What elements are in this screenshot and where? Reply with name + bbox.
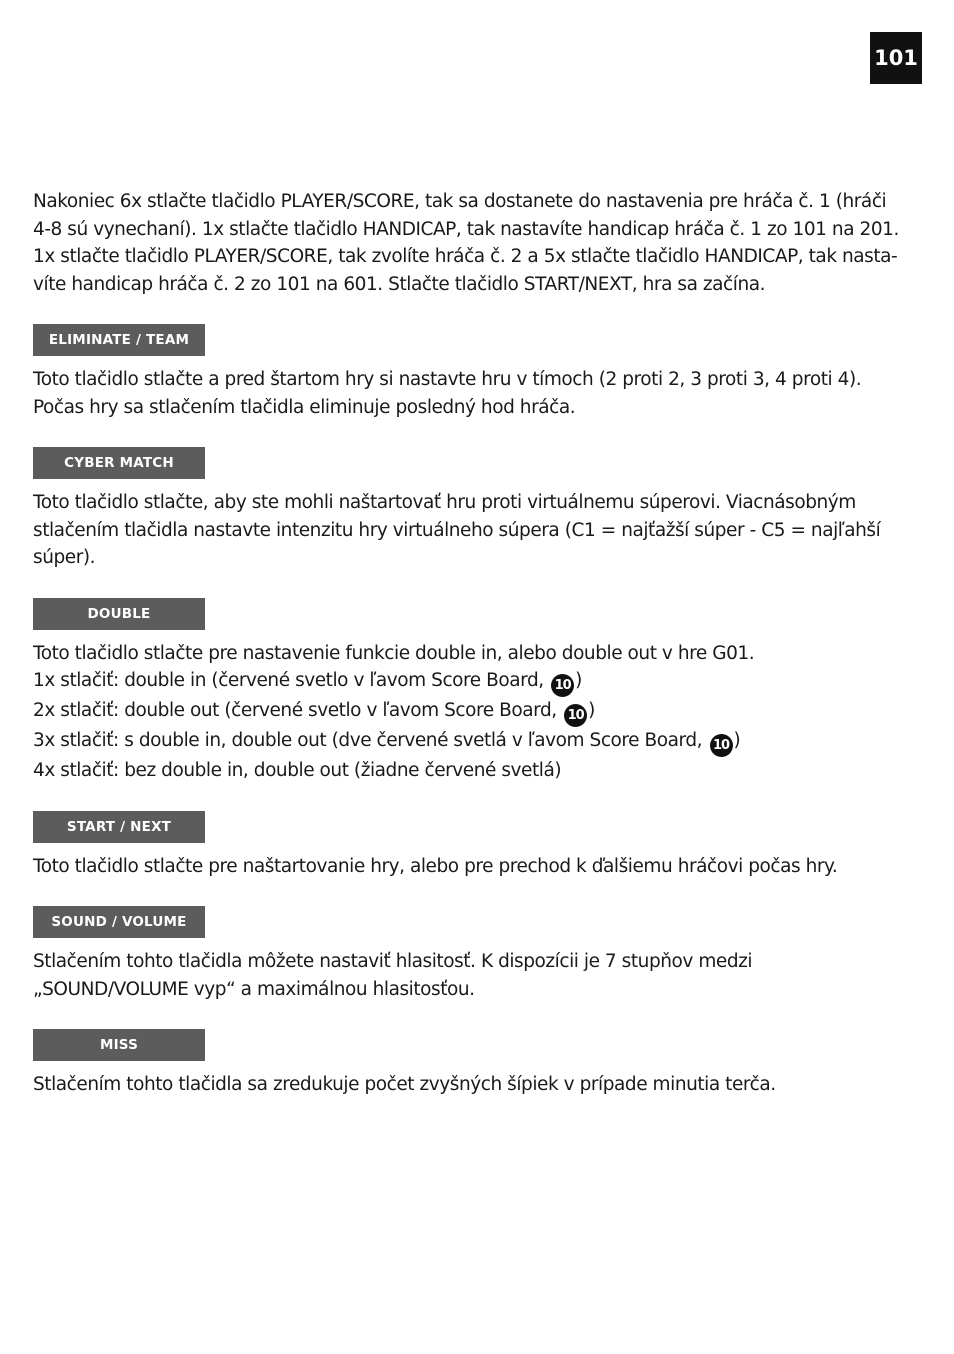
section-label: MISS [33,1029,205,1061]
section-label: CYBER MATCH [33,447,205,479]
close-paren: ) [588,700,595,721]
intro-paragraph [33,188,923,298]
reference-number-badge: 10 [710,734,733,757]
section-description [33,489,923,572]
text-line: súper). [33,547,96,568]
section-description [33,948,923,1003]
text-line: Toto tlačidlo stlačte a pred štartom hry si nastavte hru v tímoch (2 proti 2, 3 proti 3, 4 proti 4). [33,369,862,390]
reference-number-badge: 10 [564,704,587,727]
double-option-4: 4x stlačiť: bez double in, double out (žiadne červené svetlá) [33,760,562,781]
manual-content [33,188,923,1099]
section-description [33,853,923,881]
section-label: ELIMINATE / TEAM [33,324,205,356]
section-description [33,1071,923,1099]
section-cyber-match [33,447,923,572]
section-description [33,640,923,785]
double-option-1 [33,667,923,697]
text-line: 4-8 sú vynechaní). 1x stlačte tlačidlo HANDICAP, tak nastavíte handicap hráča č. 1 zo 101 na 201. [33,218,899,240]
double-option-3 [33,727,923,757]
text-line: Stlačením tohto tlačidla sa zredukuje počet zvyšných šípiek v prípade minutia terča. [33,1074,776,1095]
text-line: víte handicap hráča č. 2 zo 101 na 601. Stlačte tlačidlo START/NEXT, hra sa začína. [33,273,766,295]
reference-number-badge: 10 [551,674,574,697]
section-miss [33,1029,923,1099]
section-label: START / NEXT [33,811,205,843]
text-line: 1x stlačte tlačidlo PLAYER/SCORE, tak zvolíte hráča č. 2 a 5x stlačte tlačidlo HANDICAP, tak nasta- [33,246,898,267]
text-line: Toto tlačidlo stlačte pre naštartovanie hry, alebo pre prechod k ďalšiemu hráčovi počas hry. [33,855,838,877]
option-text: 2x stlačiť: double out (červené svetlo v ľavom Score Board, [33,700,557,721]
text-line: stlačením tlačidla nastavte intenzitu hry virtuálneho súpera (C1 = najťažší súper - C5 = najľahší [33,519,881,541]
option-text: 1x stlačiť: double in (červené svetlo v ľavom Score Board, [33,670,544,691]
section-label: DOUBLE [33,598,205,630]
section-start-next [33,811,923,881]
text-line: „SOUND/VOLUME vyp“ a maximálnou hlasitosťou. [33,978,475,1000]
close-paren: ) [575,670,582,691]
text-line: Počas hry sa stlačením tlačidla eliminuje posledný hod hráča. [33,396,576,418]
section-sound-volume [33,906,923,1003]
double-option-2 [33,697,923,727]
close-paren: ) [733,730,741,751]
section-eliminate-team [33,324,923,421]
section-description [33,366,923,421]
section-double [33,598,923,785]
option-text: 3x stlačiť: s double in, double out (dve červené svetlá v ľavom Score Board, [33,730,703,751]
text-line: Nakoniec 6x stlačte tlačidlo PLAYER/SCORE, tak sa dostanete do nastavenia pre hráča č. 1 (hráči [33,191,887,212]
text-line: Toto tlačidlo stlačte pre nastavenie funkcie double in, alebo double out v hre G01. [33,642,755,664]
page-number: 101 [870,32,922,84]
section-label: SOUND / VOLUME [33,906,205,938]
text-line: Stlačením tohto tlačidla môžete nastaviť hlasitosť. K dispozícii je 7 stupňov medzi [33,951,753,972]
text-line: Toto tlačidlo stlačte, aby ste mohli naštartovať hru proti virtuálnemu súperovi. Viacnásobným [33,492,856,513]
